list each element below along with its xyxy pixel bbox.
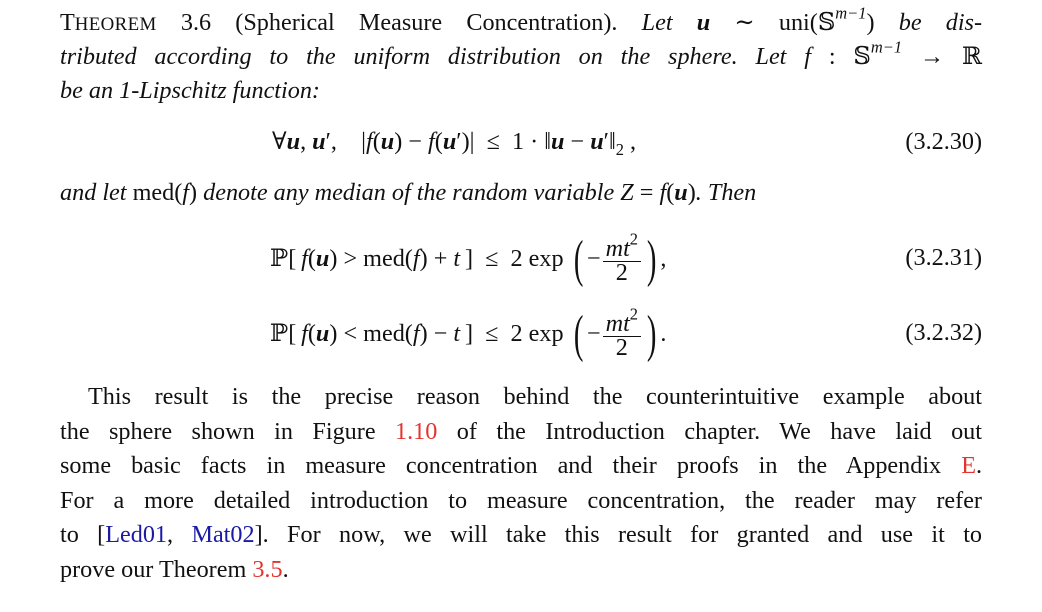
paragraph-line-4: For a more detailed introduction to measure concentration, the reader may refer xyxy=(60,487,982,514)
paragraph-text: prove our Theorem xyxy=(60,556,247,583)
paragraph-text: ]. For now, we will take this result for granted and use it to xyxy=(254,521,983,548)
theorem-name: (Spherical Measure Concentration). xyxy=(235,9,618,36)
paragraph-line-3 xyxy=(60,452,982,480)
theorem-line-3: be an 1-Lipschitz function: xyxy=(60,77,320,104)
citation-led01-link[interactable]: Led01 xyxy=(105,521,168,548)
equation-3-2-32: ℙ[ f(u) < med(f) − t ] ≤ 2 exp ( − $\frac{mt^2}{2}$ ) . xyxy=(270,304,667,364)
paragraph-line-6 xyxy=(60,556,289,584)
theorem-ref-link[interactable]: 3.5 xyxy=(252,556,283,583)
paragraph-text: to [ xyxy=(60,521,106,548)
paragraph-line-1: This result is the precise reason behind the counterintuitive example about xyxy=(88,383,982,410)
equation-3-2-30: ∀u, u′, |f(u) − f(u′)| ≤ 1 · ‖u − $u'‖_2$ , xyxy=(272,128,637,159)
citation-mat02-link[interactable]: Mat02 xyxy=(191,521,255,548)
theorem-head: THEOREM 3.6 xyxy=(60,9,212,36)
equation-3-2-31: ℙ[ f(u) > med(f) + t ] ≤ 2 exp ( − $\frac{mt^2}{2}$ ) , xyxy=(270,229,667,289)
paragraph-text: , xyxy=(167,521,192,548)
paragraph-text: some basic facts in measure concentration and their proofs in the Appendix xyxy=(60,452,942,479)
appendix-ref-link[interactable]: E xyxy=(961,452,976,479)
theorem-intro: Let u ∼ uni(𝕊$^{m-1}$) be dis- xyxy=(641,3,983,36)
paragraph-text: . xyxy=(282,556,289,583)
paragraph-line-2 xyxy=(60,418,982,446)
equation-number-3-2-31: (3.2.31) xyxy=(905,244,982,271)
theorem-line-4: and let med(f) denote any median of the random variable Z = f(u). Then xyxy=(60,179,757,206)
paragraph-text: of the Introduction chapter. We have laid out xyxy=(456,418,982,445)
figure-ref-link[interactable]: 1.10 xyxy=(395,418,438,445)
theorem-line-2: tributed according to the uniform distribution on the sphere. Let f : 𝕊$^{m-1}$ → ℝ xyxy=(60,37,983,70)
equation-number-3-2-30: (3.2.30) xyxy=(905,128,982,155)
theorem-line-1 xyxy=(60,3,983,39)
paragraph-text: . xyxy=(975,452,983,479)
equation-number-3-2-32: (3.2.32) xyxy=(905,319,982,346)
paragraph-text: the sphere shown in Figure xyxy=(60,418,376,445)
paragraph-line-5 xyxy=(60,521,982,549)
